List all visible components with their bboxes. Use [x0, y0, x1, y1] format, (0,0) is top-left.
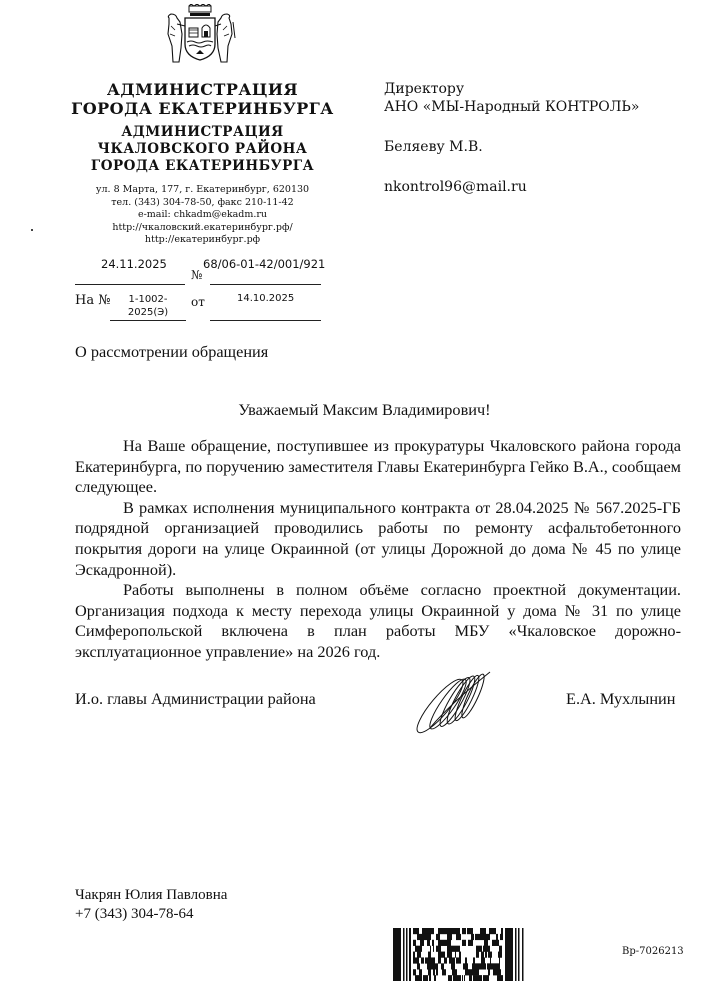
- reference-label: На №: [75, 293, 111, 308]
- executor-block: [75, 886, 227, 924]
- scan-artifact: [31, 229, 33, 231]
- signatory-position: И.о. главы Администрации района: [75, 689, 316, 708]
- letter-subject: О рассмотрении обращения: [75, 342, 269, 361]
- reference-number-line1: 1-1002-: [128, 294, 168, 305]
- reference-date: 14.10.2025: [237, 293, 295, 304]
- sub-org-line3: ГОРОДА ЕКАТЕРИНБУРГА: [90, 158, 315, 174]
- addressee-organization: АНО «МЫ-Народный КОНТРОЛЬ»: [384, 99, 640, 115]
- addressee-position: Директору: [384, 81, 465, 97]
- reference-date-underline: [210, 320, 321, 321]
- document-code: Вр-7026213: [622, 946, 684, 957]
- outgoing-number: 68/06-01-42/001/921: [203, 257, 326, 271]
- outgoing-date: 24.11.2025: [101, 257, 167, 271]
- contact-phone: тел. (343) 304-78-50, факс 210-11-42: [111, 196, 294, 208]
- reference-number-underline: [110, 320, 186, 321]
- reference-number-line2: 2025(Э): [127, 307, 169, 318]
- reference-from-label: от: [191, 295, 205, 309]
- letter-body: [75, 436, 681, 663]
- executor-name: Чакрян Юлия Павловна: [75, 887, 228, 903]
- organization-title: [70, 80, 335, 118]
- executor-phone: +7 (343) 304-78-64: [75, 906, 194, 922]
- contact-email: e-mail: chkadm@ekadm.ru: [137, 209, 268, 220]
- date-underline: [75, 284, 185, 285]
- contact-block: [85, 184, 320, 247]
- paragraph-3: Работы выполнены в полном объёме согласно проектной документации. Организация подхода к месту перехода улицы Окраинной у дома № 31 по улице Симферопольской включена в план работы МБУ «Чкаловское дорожно-эксплуатационное управление» на 2026 год.: [75, 580, 681, 661]
- number-underline: [210, 284, 321, 285]
- contact-address: ул. 8 Марта, 177, г. Екатеринбург, 620130: [95, 184, 310, 195]
- barcode-icon: [393, 928, 529, 981]
- paragraph-2: В рамках исполнения муниципального контракта от 28.04.2025 № 567.2025-ГБ подрядной организацией проводились работы по ремонту асфальтобетонного покрытия дороги на улице Окраинной (от улицы Дорожной до дома № 45 по улице Эскадронной).: [75, 497, 681, 579]
- reference-number: [118, 293, 178, 319]
- contact-website-city: http://екатеринбург.рф: [144, 234, 261, 245]
- paragraph-1: На Ваше обращение, поступившее из прокуратуры Чкаловского района города Екатеринбурга, по поручению заместителя Главы Екатеринбурга Гейко В.А., сообщаем следующее.: [75, 436, 681, 497]
- org-title-line2: ГОРОДА ЕКАТЕРИНБУРГА: [71, 99, 334, 118]
- addressee-name: Беляеву М.В.: [384, 139, 483, 155]
- salutation: Уважаемый Максим Владимирович!: [238, 400, 491, 419]
- number-label: №: [191, 268, 203, 282]
- sub-organization-title: [70, 124, 335, 175]
- org-title-line1: АДМИНИСТРАЦИЯ: [106, 80, 299, 99]
- handwritten-signature-icon: [400, 664, 510, 740]
- sub-org-line2: ЧКАЛОВСКОГО РАЙОНА: [97, 141, 308, 157]
- sub-org-line1: АДМИНИСТРАЦИЯ: [121, 124, 284, 140]
- contact-website-district: http://чкаловский.екатеринбург.рф/: [112, 221, 293, 233]
- signatory-name: Е.А. Мухлынин: [566, 689, 676, 708]
- addressee-block: [384, 80, 639, 196]
- addressee-email: nkontrol96@mail.ru: [384, 179, 527, 195]
- coat-of-arms-icon: [163, 4, 237, 64]
